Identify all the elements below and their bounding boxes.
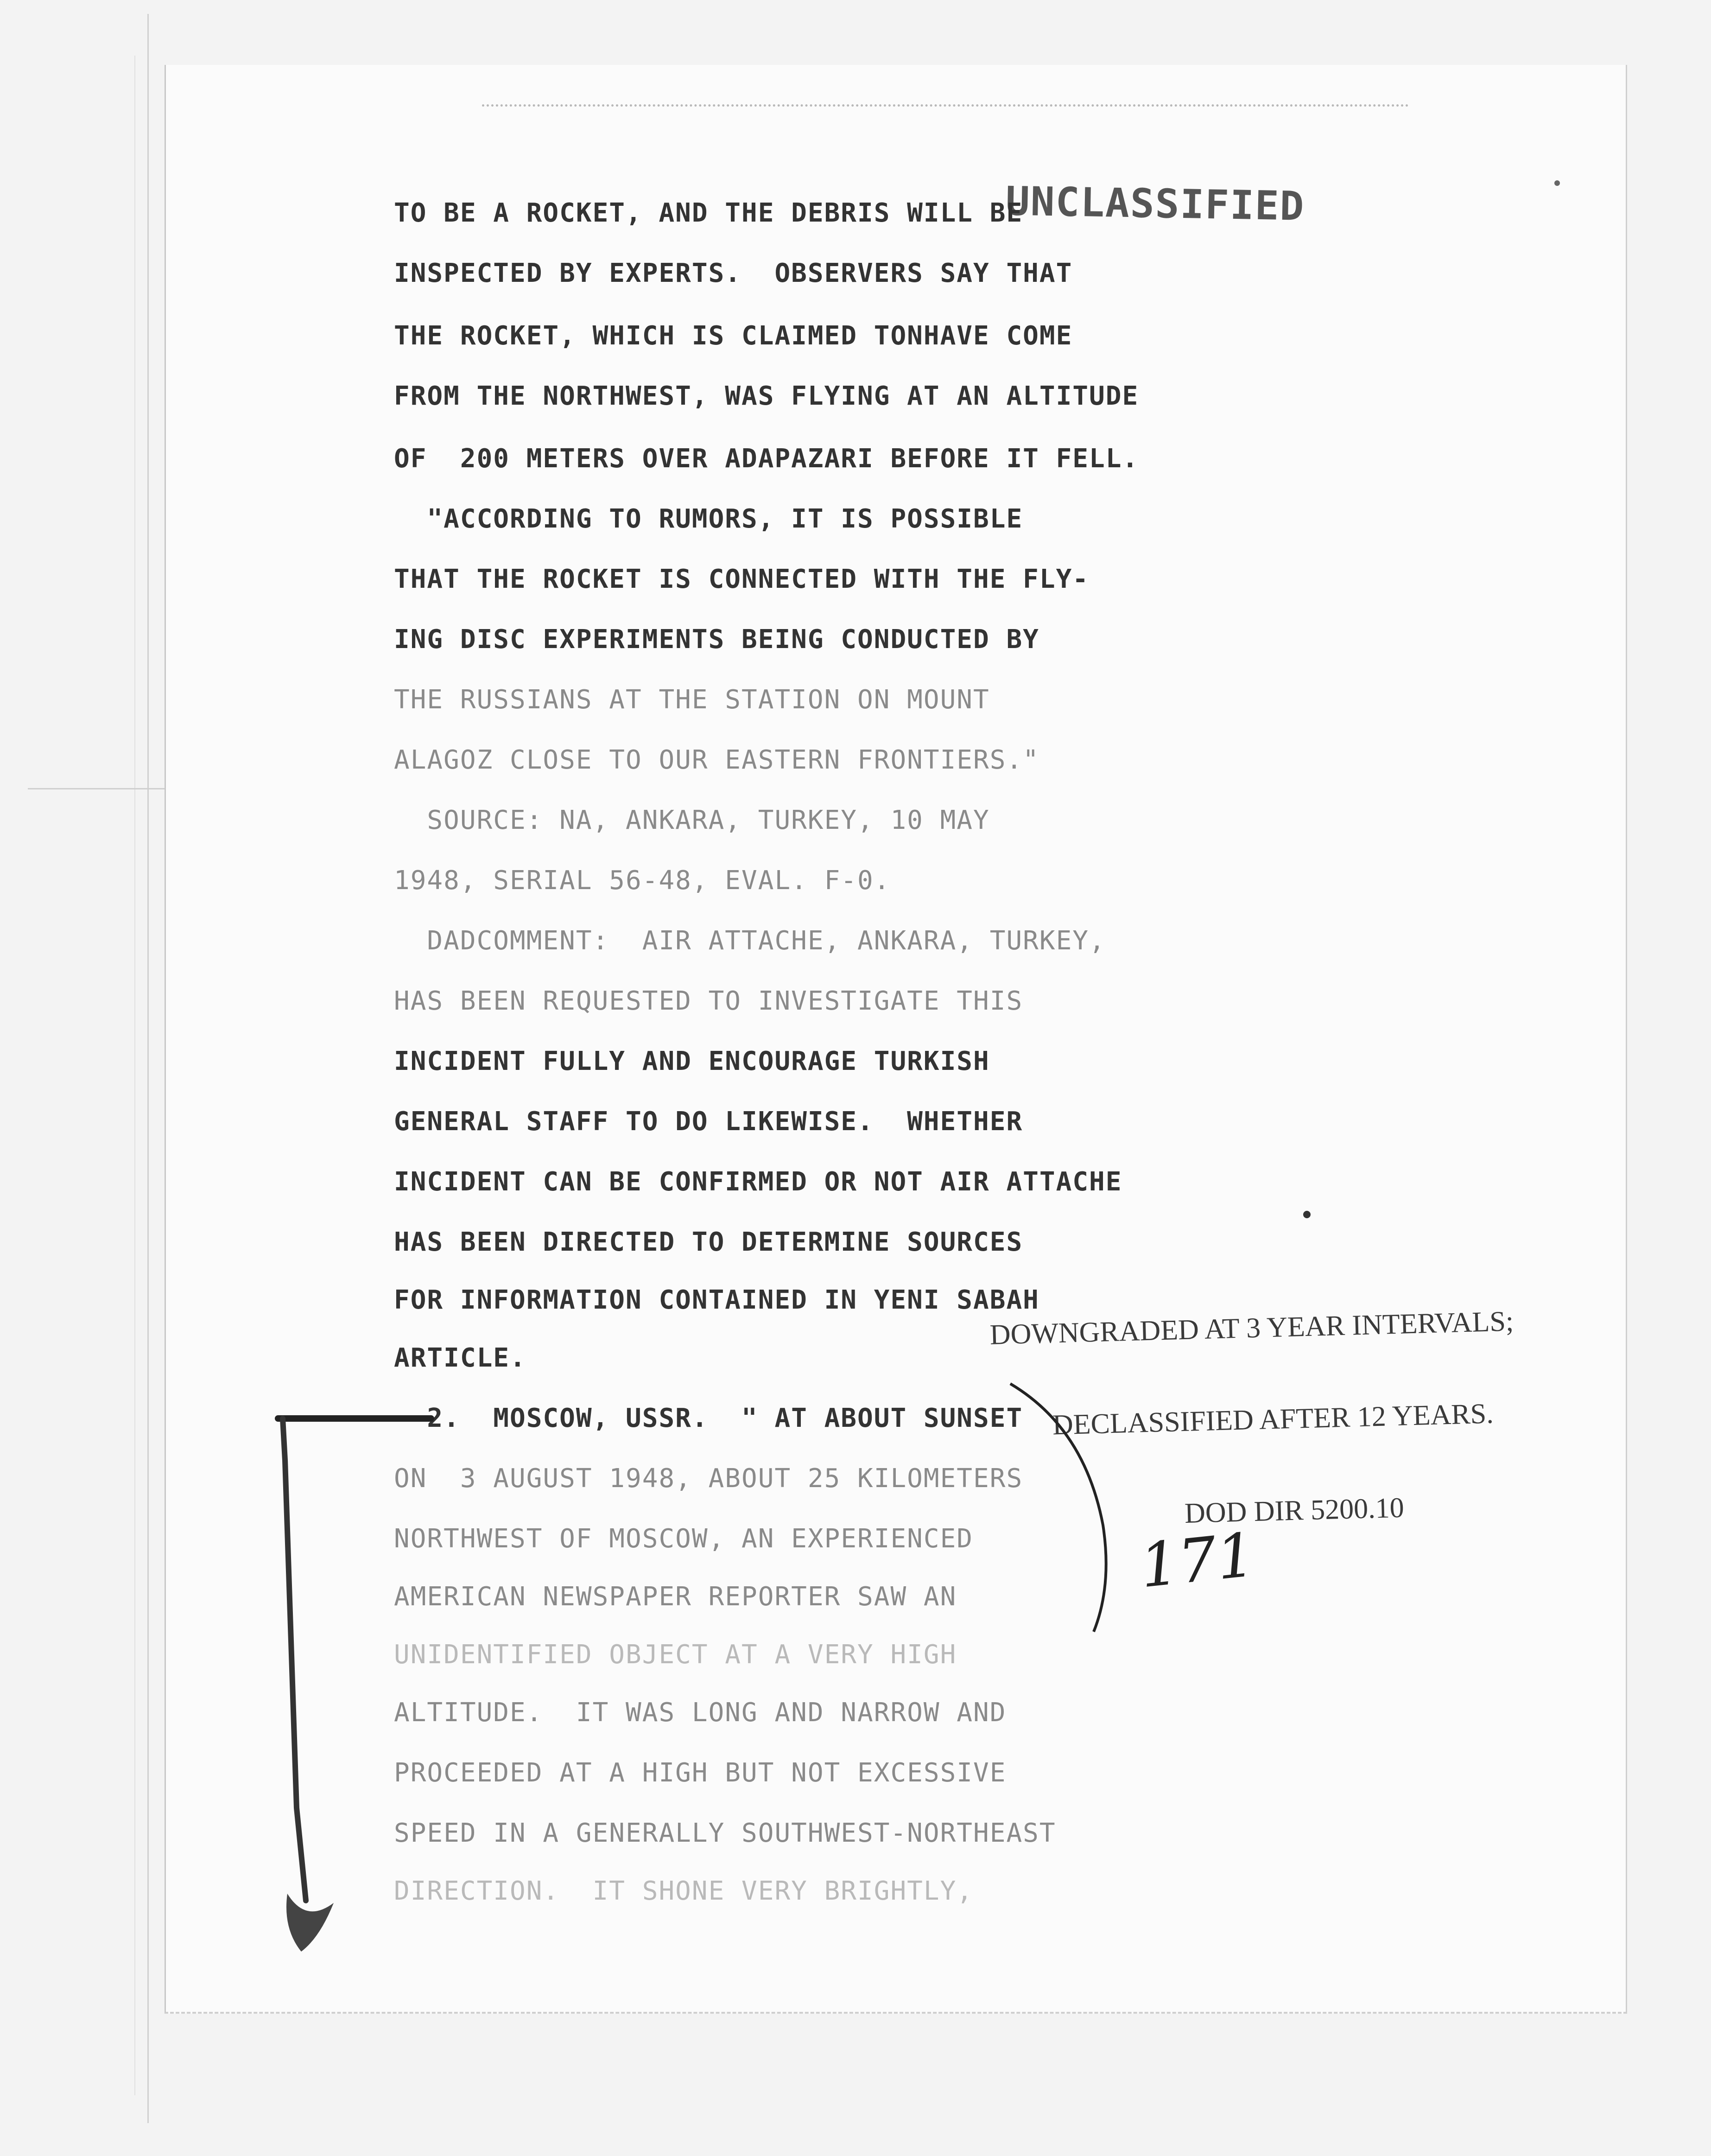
body-line: PROCEEDED AT A HIGH BUT NOT EXCESSIVE [394, 1758, 1007, 1788]
body-line: ALTITUDE. IT WAS LONG AND NARROW AND [394, 1698, 1007, 1728]
body-line: INCIDENT FULLY AND ENCOURAGE TURKISH [394, 1046, 990, 1076]
body-line: 1948, SERIAL 56-48, EVAL. F-0. [394, 865, 891, 896]
torn-top-edge [482, 104, 1409, 109]
body-line: SPEED IN A GENERALLY SOUTHWEST-NORTHEAST [394, 1818, 1056, 1848]
body-line: THE ROCKET, WHICH IS CLAIMED TONHAVE COME [394, 321, 1073, 351]
body-line: OF 200 METERS OVER ADAPAZARI BEFORE IT FELL. [394, 444, 1139, 474]
body-line: FOR INFORMATION CONTAINED IN YENI SABAH [394, 1285, 1039, 1315]
film-edge [134, 56, 135, 2095]
body-line: HAS BEEN REQUESTED TO INVESTIGATE THIS [394, 986, 1023, 1016]
body-line: GENERAL STAFF TO DO LIKEWISE. WHETHER [394, 1107, 1023, 1137]
classification-stamp: UNCLASSIFIED [1005, 178, 1305, 230]
body-line: THE RUSSIANS AT THE STATION ON MOUNT [394, 685, 990, 715]
downgrade-stamp-line: DOWNGRADED AT 3 YEAR INTERVALS; [989, 1305, 1514, 1351]
body-line: INCIDENT CAN BE CONFIRMED OR NOT AIR ATTACHE [394, 1167, 1122, 1197]
body-line: FROM THE NORTHWEST, WAS FLYING AT AN ALTITUDE [394, 381, 1139, 411]
downgrade-stamp-line: DOD DIR 5200.10 [1184, 1492, 1405, 1529]
body-line: 2. MOSCOW, USSR. " AT ABOUT SUNSET [394, 1403, 1023, 1433]
body-line: DADCOMMENT: AIR ATTACHE, ANKARA, TURKEY, [394, 926, 1106, 956]
body-line: ING DISC EXPERIMENTS BEING CONDUCTED BY [394, 624, 1039, 655]
body-line: NORTHWEST OF MOSCOW, AN EXPERIENCED [394, 1524, 974, 1554]
body-line: THAT THE ROCKET IS CONNECTED WITH THE FLY- [394, 564, 1090, 594]
body-line: SOURCE: NA, ANKARA, TURKEY, 10 MAY [394, 805, 990, 835]
body-line: AMERICAN NEWSPAPER REPORTER SAW AN [394, 1582, 957, 1612]
downgrade-stamp [988, 1245, 1520, 1564]
body-line: ON 3 AUGUST 1948, ABOUT 25 KILOMETERS [394, 1463, 1023, 1494]
handwritten-page-number: 171 [1136, 1519, 1259, 1602]
downgrade-stamp-line: DECLASSIFIED AFTER 12 YEARS. [1052, 1398, 1494, 1441]
body-line: ALAGOZ CLOSE TO OUR EASTERN FRONTIERS." [394, 745, 1039, 775]
body-line: UNIDENTIFIED OBJECT AT A VERY HIGH [394, 1640, 957, 1670]
body-line: ARTICLE. [394, 1343, 526, 1373]
body-line: DIRECTION. IT SHONE VERY BRIGHTLY, [394, 1876, 974, 1906]
body-line: INSPECTED BY EXPERTS. OBSERVERS SAY THAT [394, 258, 1073, 288]
body-line: HAS BEEN DIRECTED TO DETERMINE SOURCES [394, 1227, 1023, 1257]
body-line: "ACCORDING TO RUMORS, IT IS POSSIBLE [394, 504, 1023, 534]
film-edge-line [147, 14, 149, 2123]
body-line: TO BE A ROCKET, AND THE DEBRIS WILL BE [394, 198, 1023, 228]
